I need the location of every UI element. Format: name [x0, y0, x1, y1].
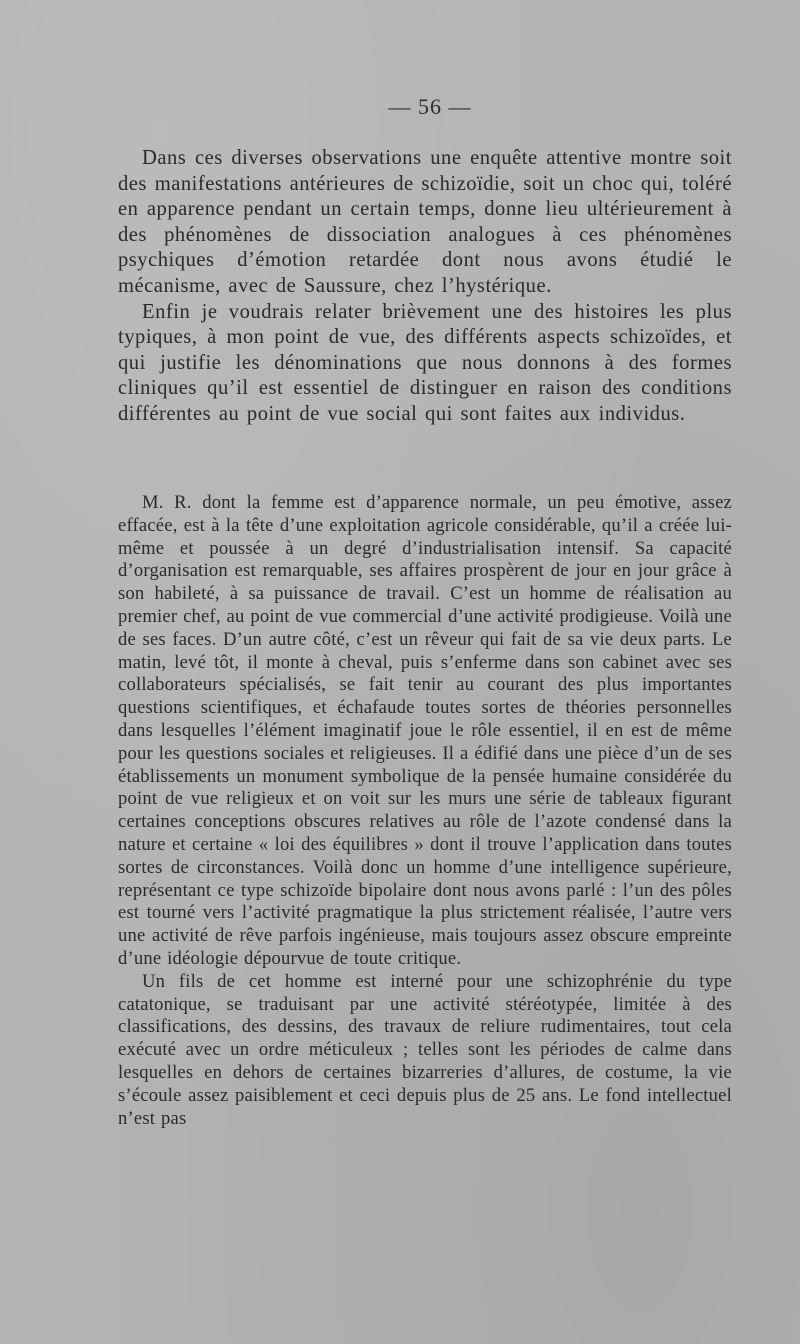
paragraph-typical-histories: Enfin je voudrais relater brièvement une des histoires les plus typiques, à mon point de vue, des différents aspects schizoïdes, et qui justifie les dénominations que nous donnons à des formes cliniques qu’il est essentiel de distinguer en raison des conditions différentes au point de vue social qui sont faites aux individus.	[118, 300, 732, 425]
page-number: — 56 —	[388, 94, 472, 119]
case-study-text-block	[118, 492, 732, 1130]
paragraph-case-son: Un fils de cet homme est interné pour une schizophrénie du type catatonique, se traduisant par une activité stéréotypée, limitée à des classifications, des dessins, des travaux de reliure rudimentaires, tout cela exécuté avec un ordre méticuleux ; telles sont les périodes de calme dans lesquelles en dehors de certaines bizarreries d’allures, de costume, la vie s’écoule assez paisiblement et ceci depuis plus de 25 ans. Le fond intellectuel n’est pas	[118, 970, 732, 1129]
intro-text-block	[118, 146, 732, 428]
paragraph-dissociation: Dans ces diverses observations une enquête attentive montre soit des manifestations antérieures de schizoïdie, soit un choc qui, toléré en apparence pendant un certain temps, donne lieu ultérieurement à des phénomènes de dissociation analogues à ces phénomènes psychiques d’émotion retardée dont nous avons étudié le mécanisme, avec de Saussure, chez l’hystérique.	[118, 147, 732, 297]
paragraph-case-mr: M. R. dont la femme est d’apparence normale, un peu émotive, assez effacée, est à la tête d’une exploitation agricole considérable, qu’il a créée lui-même et poussée à un degré d’industrialisation intensif. Sa capacité d’organisation est remarquable, ses affaires prospèrent de jour en jour grâce à son habileté, à sa puissance de travail. C’est un homme de réalisation au premier chef, au point de vue commercial d’une activité prodigieuse. Voilà une de ses faces. D’un autre côté, c’est un rêveur qui fait de sa vie deux parts. Le matin, levé tôt, il monte à cheval, puis s’enferme dans son cabinet avec ses collaborateurs spécialisés, se fait tenir au courant des plus importantes questions scientifiques, et échafaude toutes sortes de théories personnelles dans lesquelles l’élément imaginatif joue le rôle essentiel, il en est de même pour les questions sociales et religieuses. Il a édifié dans une pièce d’un de ses établissements un monument symbolique de la pensée humaine considérée du point de vue religieux et on voit sur les murs une série de tableaux figurant certaines conceptions obscures relatives au rôle de l’azote condensé dans la nature et certaine « loi des équilibres » dont il trouve l’application dans toutes sortes de circonstances. Voilà donc un homme d’une intelligence supérieure, représentant ce type schizoïde bipolaire dont nous avons parlé : l’un des pôles est tourné vers l’activité pragmatique la plus strictement réalisée, l’autre vers une activité de rêve parfois ingénieuse, mais toujours assez obscure empreinte d’une idéologie dépourvue de toute critique.	[118, 492, 732, 969]
